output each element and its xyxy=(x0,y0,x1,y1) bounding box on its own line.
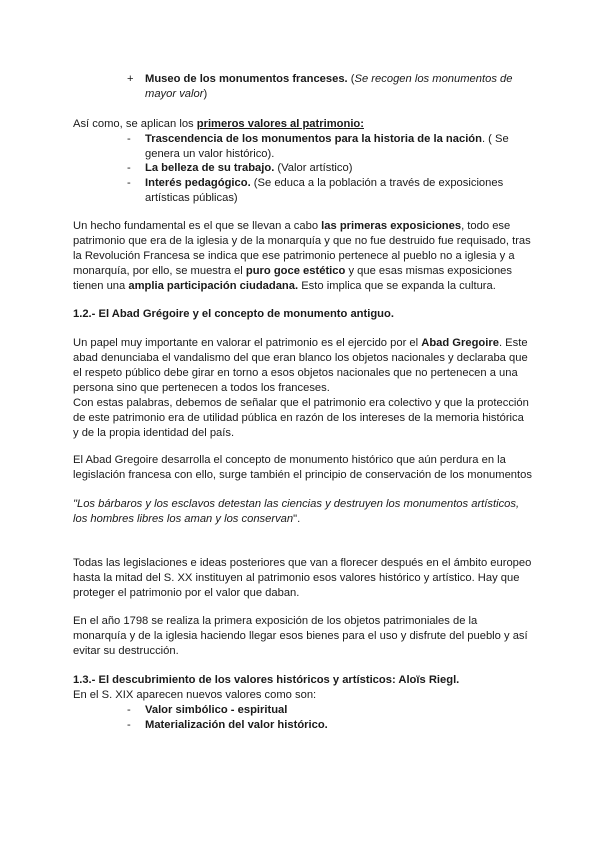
paragraph-1798: En el año 1798 se realiza la primera exposición de los objetos patrimoniales de la monarquía y de la iglesia haciendo llegar esos bienes para el uso y disfrute del pueblo y así evitar su destrucción. xyxy=(73,615,528,657)
paragraph-monument-concept: El Abad Gregoire desarrolla el concepto de monumento histórico que aún perdura en la legislación francesa con ello, surge también el principio de conservación de los monumentos xyxy=(73,454,532,481)
section-intro-1-3: En el S. XIX aparecen nuevos valores como son: xyxy=(73,689,317,701)
values-intro: Así como, se aplican los primeros valores al patrimonio: xyxy=(73,118,364,130)
document-page: + Museo de los monumentos franceses. (Se recogen los monumentos de mayor valor) Así como, se aplican los primeros valores al patrimonio: - Trascendencia de los monumentos para la historia de la nación. ( Se genera un valor histórico). - La belleza de su trabajo. (Valor artístico) - Interés pedagógico. (Se educa a la población a través de exposiciones artísticas públicas) Un hecho fundamental es el que se llevan a cabo las primeras exposiciones, todo ese patrimonio que era de la iglesia y de la monarquía y que no fue destruido fue requisado, tras la Revolución Francesa se indica que ese patrimonio pertenece al pueblo no a iglesia y a monarquía, por ello, se muestra el puro goce estético y que esas mismas exposiciones tienen una amplia participación ciudadana. Esto implica que se expanda la cultura. 1.2.- El Abad Grégoire y el concepto de monumento antiguo. Un papel muy importante en valorar el patrimonio es el ejercido por el Abad Gregoire. Este abad denunciaba el vandalismo del que eran blanco los objetos nacionales y declaraba que el respeto público debe girar en torno a esos objetos nacionales que no pertenecen a una persona sino que pertenecen a todos los franceses. Con estas palabras, debemos de señalar que el patrimonio era colectivo y que la protección de este patrimonio era de utilidad pública en razón de los intereses de la memoria histórica y de la propia identidad del país. El Abad Gregoire desarrolla el concepto de monumento histórico que aún perdura en la legislación francesa con ello, surge también el principio de conservación de los monumentos "Los bárbaros y los esclavos detestan las ciencias y destruyen los monumentos artísticos, los hombres libres los aman y los conservan". Todas las legislaciones e ideas posteriores que van a florecer después en el ámbito europeo hasta la mitad del S. XX instituyen al patrimonio esos valores histórico y artístico. Hay que proteger el patrimonio por el valor que daban. En el año 1798 se realiza la primera exposición de los objetos patrimoniales de la monarquía y de la iglesia haciendo llegar esos bienes para el uso y disfrute del pueblo y así evitar su destrucción. 1.3.- El descubrimiento de los valores históricos y artísticos: Aloïs Riegl. En el S. XIX aparecen nuevos valores como son: - Valor simbólico - espiritual - Materialización del valor histórico. xyxy=(73,73,532,731)
paragraph-exhibitions: Un hecho fundamental es el que se llevan a cabo las primeras exposiciones, todo ese patrimonio que era de la iglesia y de la monarquía y que no fue destruido fue requisado, tras la Revolución Francesa se indica que ese patrimonio pertenece al pueblo no a iglesia y a monarquía, por ello, se muestra el puro goce estético y que esas mismas exposiciones tienen una amplia participación ciudadana. Esto implica que se expanda la cultura. xyxy=(73,220,531,292)
museum-title: Museo de los monumentos franceses. xyxy=(145,73,348,85)
museum-note: Se recogen los monumentos de xyxy=(354,73,513,85)
quote: "Los bárbaros y los esclavos detestan las ciencias y destruyen los monumentos artísticos, los hombres libres los aman y los conservan". xyxy=(73,498,520,525)
section-heading-1-3: 1.3.- El descubrimiento de los valores históricos y artísticos: Aloïs Riegl. xyxy=(73,674,460,686)
museum-note-cont: mayor valor xyxy=(145,88,204,100)
paragraph-gregoire: Un papel muy importante en valorar el patrimonio es el ejercido por el Abad Gregoire. Este abad denunciaba el vandalismo del que eran blanco los objetos nacionales y declaraba que el respeto público debe girar en torno a esos objetos nacionales que no pertenecen a una persona sino que pertenecen a todos los franceses. Con estas palabras, debemos de señalar que el patrimonio era colectivo y que la protección de este patrimonio era de utilidad pública en razón de los intereses de la memoria histórica y de la propia identidad del país. xyxy=(73,337,529,439)
values-heading: primeros valores al patrimonio: xyxy=(196,118,364,130)
paragraph-legislation: Todas las legislaciones e ideas posteriores que van a florecer después en el ámbito europeo hasta la mitad del S. XX instituyen al patrimonio esos valores histórico y artístico. Hay que proteger el patrimonio por el valor que daban. xyxy=(73,557,532,599)
section-heading-1-2: 1.2.- El Abad Grégoire y el concepto de monumento antiguo. xyxy=(73,308,394,320)
bullet-marker: + xyxy=(127,73,134,85)
